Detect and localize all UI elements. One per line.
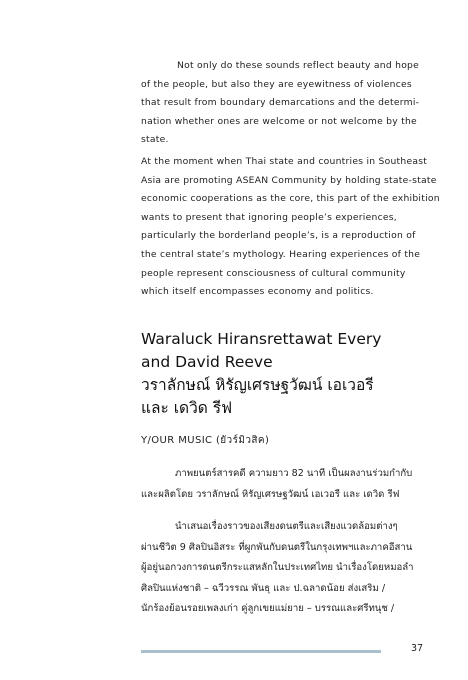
text-line: ผ่านชีวิต 9 ศิลปินอิสระ ที่ผูกพันกับดนตรีในกรุงเทพฯและภาคอีสาน: [141, 541, 413, 553]
english-paragraph-1: [141, 57, 427, 150]
text-line: ศิลปินแห่งชาติ – ฉวีวรรณ พันธุ และ ป.ฉลาดน้อย ส่งเสริม /: [141, 582, 386, 594]
page-number: 37: [411, 643, 424, 654]
text-line: state.: [141, 134, 169, 146]
text-line: นำเสนอเรื่องราวของเสียงดนตรีและเสียงแวดล้อมต่างๆ: [175, 521, 398, 532]
heading-line-english: Waraluck Hiransrettawat Every: [141, 330, 382, 348]
work-title: Y/OUR MUSIC (ยัวร์มิวสิค): [141, 435, 270, 446]
text-line: Asia are promoting ASEAN Community by holding state-state: [141, 174, 437, 186]
heading-line-english: and David Reeve: [141, 353, 273, 371]
text-line: the central state’s mythology. Hearing experiences of the: [141, 248, 421, 260]
text-line: nation whether ones are welcome or not welcome by the: [141, 115, 417, 127]
text-line: wants to present that ignoring people’s experiences,: [141, 211, 397, 223]
text-line: that result from boundary demarcations and the determi-: [141, 97, 420, 109]
heading-line-thai: วราลักษณ์ หิรัญเศรษฐวัฒน์ เอเวอรี: [141, 376, 374, 394]
text-line: Not only do these sounds reflect beauty and hope: [177, 60, 420, 71]
artist-heading: [141, 328, 441, 420]
thai-paragraph-2: [141, 517, 431, 620]
text-line: people represent consciousness of cultural community: [141, 267, 406, 279]
text-line: of the people, but also they are eyewitness of violences: [141, 78, 412, 90]
text-line: economic cooperations as the core, this part of the exhibition: [141, 193, 440, 205]
text-line: particularly the borderland people’s, is a reproduction of: [141, 230, 416, 242]
footer-divider: [141, 650, 381, 653]
text-line: At the moment when Thai state and countries in Southeast: [141, 156, 428, 167]
heading-line-thai: และ เดวิด รีฟ: [141, 399, 233, 417]
thai-paragraph-1: [141, 464, 431, 505]
text-line: which itself encompasses economy and politics.: [141, 286, 374, 298]
text-line: ภาพยนตร์สารคดี ความยาว 82 นาที เป็นผลงานร่วมกำกับ: [175, 468, 413, 479]
text-line: และผลิตโดย วราลักษณ์ หิรัญเศรษฐวัฒน์ เอเวอรี และ เดวิด รีฟ: [141, 488, 400, 500]
text-line: นักร้องย้อนรอยเพลงเก่า คู่ลูกเขยแม่ยาย – บรรณและศรีทนุช /: [141, 603, 395, 614]
english-paragraph-2: [141, 153, 440, 302]
text-line: ผู้อยู่นอกวงการดนตรีกระแสหลักในประเทศไทย นำเรื่องโดยหมอลำ: [141, 562, 414, 573]
